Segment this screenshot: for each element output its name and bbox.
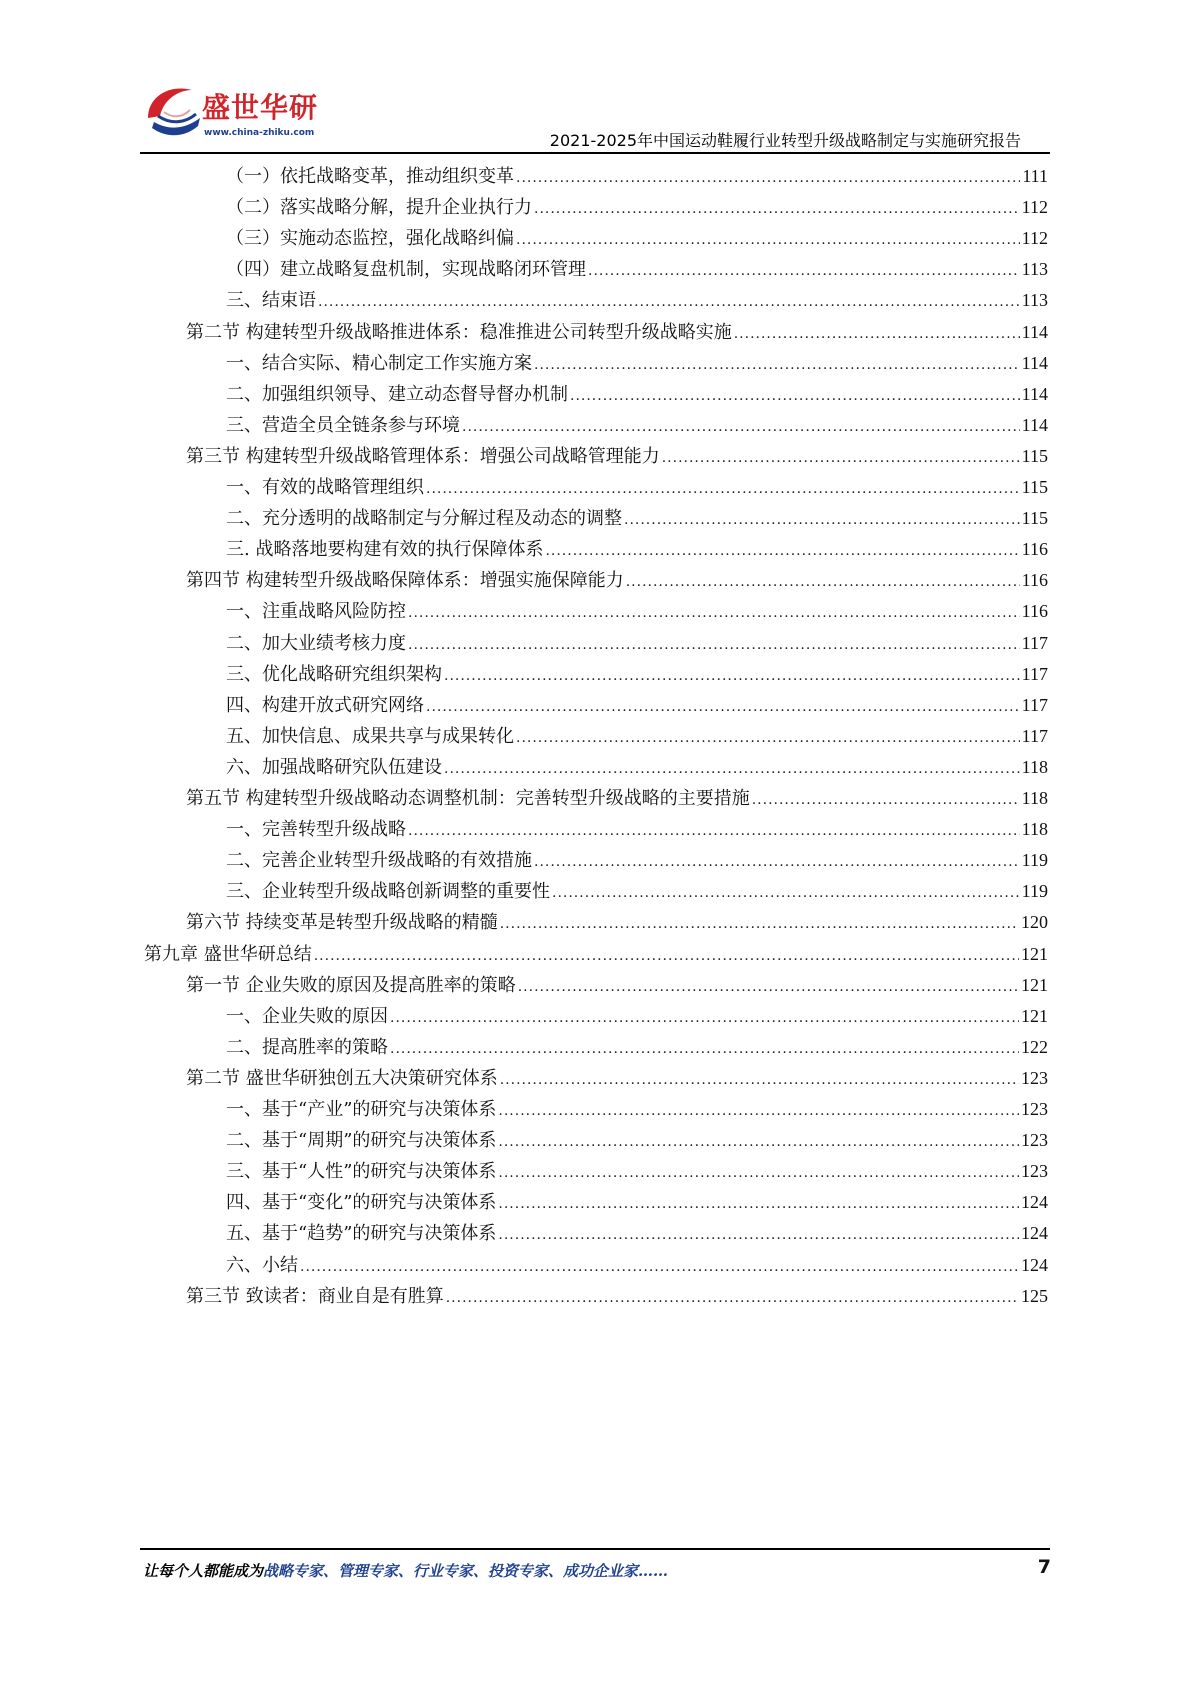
toc-entry[interactable] — [226, 348, 1048, 379]
toc-leader-dots — [588, 256, 1020, 287]
toc-leader-dots — [314, 941, 1019, 972]
toc-entry-page: 117 — [1021, 663, 1048, 684]
toc-leader-dots — [408, 598, 1020, 629]
footer-slogan — [143, 1560, 668, 1581]
toc-leader-dots — [624, 505, 1020, 536]
toc-entry[interactable] — [226, 254, 1048, 285]
toc-entry-page: 115 — [1021, 508, 1048, 529]
toc-entry-page: 123 — [1021, 1099, 1048, 1119]
toc-entry-title: （二）落实战略分解，提升企业执行力 — [226, 197, 532, 219]
toc-entry-page: 125 — [1021, 1285, 1048, 1306]
toc-entry[interactable] — [186, 441, 1048, 472]
toc-entry[interactable] — [226, 690, 1048, 721]
toc-entry-title: 四、基于“变化”的研究与决策体系 — [226, 1192, 497, 1214]
toc-entry-title: 五、基于“趋势”的研究与决策体系 — [226, 1223, 497, 1245]
toc-leader-dots — [516, 225, 1020, 256]
toc-leader-dots — [426, 692, 1020, 723]
toc-entry-page: 112 — [1021, 228, 1048, 249]
toc-entry-page: 113 — [1021, 290, 1048, 311]
toc-entry-page: 122 — [1021, 1036, 1048, 1057]
toc-entry-title: 第二节 盛世华研独创五大决策研究体系 — [186, 1067, 498, 1089]
toc-entry-page: 118 — [1021, 756, 1048, 777]
toc-entry-title: 三、结束语 — [226, 290, 316, 312]
toc-entry-title: 一、结合实际、精心制定工作实施方案 — [226, 352, 532, 374]
toc-entry[interactable] — [226, 161, 1048, 192]
toc-entry-page: 119 — [1021, 850, 1048, 871]
toc-entry[interactable] — [186, 970, 1048, 1001]
footer-slogan-highlight: 战略专家、管理专家、行业专家、投资专家、成功企业家…… — [263, 1562, 669, 1580]
toc-entry-title: 二、加强组织领导、建立动态督导督办机制 — [226, 383, 568, 405]
report-title: 2021-2025年中国运动鞋履行业转型升级战略制定与实施研究报告 — [549, 131, 1021, 150]
toc-entry-title: （三）实施动态监控，强化战略纠偏 — [226, 228, 514, 250]
toc-entry[interactable] — [226, 659, 1048, 690]
toc-entry-title: 三、营造全员全链条参与环境 — [226, 414, 460, 436]
header-divider — [140, 152, 1050, 154]
toc-entry-page: 117 — [1021, 725, 1048, 746]
footer-slogan-lead: 让每个人都能成为 — [143, 1562, 264, 1580]
toc-entry-page: 115 — [1021, 445, 1048, 466]
toc-leader-dots — [318, 287, 1020, 318]
toc-leader-dots — [662, 443, 1020, 474]
toc-entry-title: （四）建立战略复盘机制，实现战略闭环管理 — [226, 259, 586, 281]
toc-entry-title: 第三节 致读者：商业自是有胜算 — [186, 1285, 444, 1307]
toc-entry[interactable] — [226, 1187, 1048, 1218]
toc-entry-page: 113 — [1021, 259, 1048, 280]
toc-entry-page: 123 — [1021, 1067, 1048, 1088]
toc-entry[interactable] — [226, 752, 1048, 783]
toc-entry-page: 114 — [1021, 414, 1048, 435]
toc-entry-page: 111 — [1022, 166, 1048, 186]
toc-leader-dots — [534, 350, 1020, 381]
toc-leader-dots — [408, 630, 1020, 661]
toc-entry-page: 119 — [1021, 881, 1048, 902]
toc-entry-page: 124 — [1021, 1223, 1048, 1244]
toc-entry-page: 114 — [1021, 383, 1048, 404]
toc-entry-page: 120 — [1021, 912, 1048, 933]
page-header — [0, 0, 1191, 150]
toc-leader-dots — [518, 972, 1019, 1003]
toc-entry-page: 112 — [1021, 197, 1048, 218]
toc-entry-title: 二、基于“周期”的研究与决策体系 — [226, 1130, 497, 1152]
toc-entry[interactable] — [226, 410, 1048, 441]
toc-entry-title: 三、基于“人性”的研究与决策体系 — [226, 1161, 497, 1183]
toc-entry-title: 三、优化战略研究组织架构 — [226, 663, 442, 685]
toc-entry-title: 第四节 构建转型升级战略保障体系：增强实施保障能力 — [186, 570, 624, 592]
toc-entry-title: 第三节 构建转型升级战略管理体系：增强公司战略管理能力 — [186, 445, 660, 467]
toc-entry-page: 123 — [1021, 1161, 1048, 1182]
toc-entry[interactable] — [226, 814, 1048, 845]
toc-entry-page: 121 — [1021, 974, 1048, 995]
toc-entry-title: 六、小结 — [226, 1254, 298, 1276]
toc-leader-dots — [498, 1189, 1019, 1220]
toc-entry-page: 121 — [1021, 943, 1048, 964]
toc-leader-dots — [498, 1158, 1019, 1189]
toc-entry[interactable] — [186, 783, 1048, 814]
company-logo — [140, 78, 330, 150]
toc-entry[interactable] — [144, 939, 1048, 970]
toc-entry-page: 116 — [1021, 601, 1048, 622]
toc-leader-dots — [552, 878, 1020, 909]
toc-entry-page: 114 — [1021, 352, 1048, 373]
toc-leader-dots — [516, 163, 1020, 194]
toc-leader-dots — [462, 412, 1020, 443]
toc-entry-page: 124 — [1021, 1254, 1048, 1275]
toc-entry[interactable] — [186, 1281, 1048, 1312]
toc-leader-dots — [498, 1220, 1019, 1251]
toc-entry[interactable] — [226, 1094, 1048, 1125]
toc-leader-dots — [734, 319, 1020, 350]
toc-entry-title: 三. 战略落地要构建有效的执行保障体系 — [226, 539, 544, 561]
toc-leader-dots — [545, 536, 1019, 567]
page-number: 7 — [1037, 1556, 1051, 1578]
toc-entry-title: 第二节 构建转型升级战略推进体系：稳准推进公司转型升级战略实施 — [186, 321, 732, 343]
toc-entry-page: 123 — [1021, 1130, 1048, 1151]
toc-entry[interactable] — [226, 534, 1048, 565]
toc-entry[interactable] — [226, 1250, 1048, 1281]
logo-emblem-icon — [140, 78, 210, 148]
toc-entry-title: 二、加大业绩考核力度 — [226, 632, 406, 654]
toc-entry[interactable] — [186, 565, 1048, 596]
toc-leader-dots — [446, 1283, 1019, 1314]
toc-entry-title: 二、完善企业转型升级战略的有效措施 — [226, 850, 532, 872]
toc-entry-title: 二、提高胜率的策略 — [226, 1036, 388, 1058]
toc-leader-dots — [390, 1003, 1019, 1034]
toc-entry-page: 115 — [1021, 477, 1048, 497]
toc-entry-page: 116 — [1021, 570, 1048, 591]
toc-entry[interactable] — [226, 1001, 1048, 1032]
toc-entry[interactable] — [226, 1156, 1048, 1187]
toc-entry-title: 一、完善转型升级战略 — [226, 819, 406, 841]
toc-entry-title: 六、加强战略研究队伍建设 — [226, 756, 442, 778]
toc-leader-dots — [534, 194, 1020, 225]
toc-entry[interactable] — [226, 1125, 1048, 1156]
toc-entry[interactable] — [186, 1063, 1048, 1094]
toc-entry[interactable] — [226, 1218, 1048, 1249]
toc-entry[interactable] — [226, 628, 1048, 659]
toc-leader-dots — [300, 1252, 1019, 1283]
toc-leader-dots — [570, 381, 1020, 412]
toc-entry-title: 一、基于“产业”的研究与决策体系 — [226, 1099, 497, 1120]
footer-divider — [140, 1548, 1050, 1550]
toc-entry[interactable] — [226, 223, 1048, 254]
toc-entry[interactable] — [226, 1032, 1048, 1063]
toc-entry-title: 一、企业失败的原因 — [226, 1005, 388, 1027]
toc-entry[interactable] — [226, 285, 1048, 316]
toc-entry-page: 118 — [1021, 819, 1048, 840]
logo-url: www.china-zhiku.com — [204, 128, 315, 138]
toc-entry-title: 一、注重战略风险防控 — [226, 601, 406, 623]
toc-entry-title: 四、构建开放式研究网络 — [226, 694, 424, 716]
toc-entry-page: 118 — [1021, 788, 1048, 808]
toc-entry[interactable] — [186, 317, 1048, 348]
toc-entry[interactable] — [226, 472, 1048, 503]
toc-entry[interactable] — [226, 192, 1048, 223]
toc-entry-title: 三、企业转型升级战略创新调整的重要性 — [226, 881, 550, 903]
toc-leader-dots — [752, 785, 1020, 816]
toc-entry-page: 117 — [1021, 632, 1048, 653]
toc-entry-title: 第一节 企业失败的原因及提高胜率的策略 — [186, 974, 516, 996]
toc-leader-dots — [626, 567, 1020, 598]
toc-entry[interactable] — [226, 845, 1048, 876]
toc-leader-dots — [498, 1127, 1019, 1158]
toc-leader-dots — [426, 474, 1020, 505]
toc-entry-title: 第九章 盛世华研总结 — [144, 943, 312, 965]
toc-leader-dots — [444, 661, 1020, 692]
logo-name: 盛世华研 — [202, 91, 319, 124]
toc-leader-dots — [500, 1065, 1019, 1096]
toc-entry-title: （一）依托战略变革，推动组织变革 — [226, 166, 514, 187]
toc-entry-page: 117 — [1021, 694, 1048, 715]
toc-entry-page: 124 — [1021, 1192, 1048, 1213]
toc-leader-dots — [498, 1096, 1019, 1127]
toc-entry[interactable] — [226, 379, 1048, 410]
toc-entry[interactable] — [226, 876, 1048, 907]
toc-entry-title: 一、有效的战略管理组织 — [226, 477, 424, 498]
toc-entry[interactable] — [226, 596, 1048, 627]
toc-leader-dots — [500, 909, 1019, 940]
toc-leader-dots — [408, 816, 1020, 847]
toc-entry-title: 第六节 持续变革是转型升级战略的精髓 — [186, 912, 498, 934]
toc-entry[interactable] — [226, 721, 1048, 752]
toc-entry[interactable] — [186, 907, 1048, 938]
toc-entry-title: 五、加快信息、成果共享与成果转化 — [226, 725, 514, 747]
toc-leader-dots — [390, 1034, 1019, 1065]
toc-entry-title: 第五节 构建转型升级战略动态调整机制：完善转型升级战略的主要措施 — [186, 788, 750, 809]
toc-entry-page: 121 — [1021, 1005, 1048, 1026]
toc-entry-title: 二、充分透明的战略制定与分解过程及动态的调整 — [226, 508, 622, 530]
toc-leader-dots — [444, 754, 1020, 785]
toc-entry-page: 114 — [1021, 321, 1048, 342]
toc-leader-dots — [534, 847, 1020, 878]
toc-leader-dots — [516, 723, 1020, 754]
toc-entry-page: 116 — [1021, 539, 1048, 560]
toc-entry[interactable] — [226, 503, 1048, 534]
